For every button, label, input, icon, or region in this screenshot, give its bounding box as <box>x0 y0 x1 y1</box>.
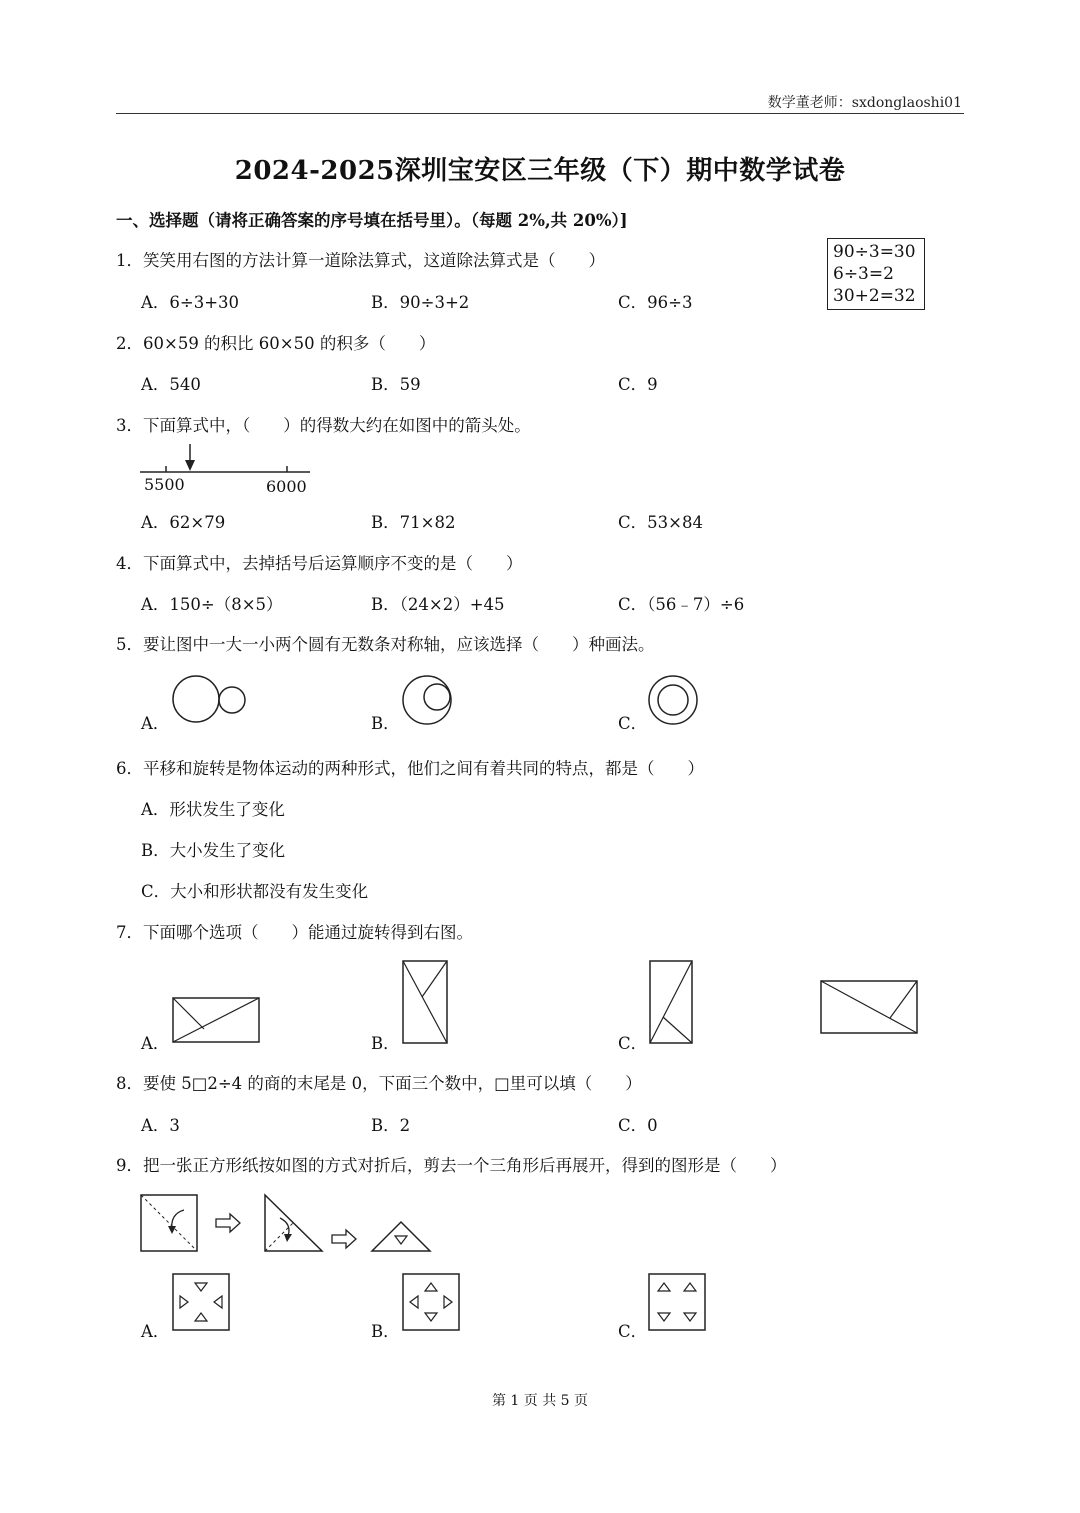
diagonal-line <box>650 961 692 1043</box>
question-3 <box>116 412 531 436</box>
q4-option-a: A．150÷（8×5） <box>141 595 283 614</box>
arrow-head <box>168 1226 176 1234</box>
q8-option-a: A．3 <box>141 1116 180 1135</box>
q7-figure-b-rectangle <box>402 960 450 1046</box>
q4-option-c: C．（56﹣7）÷6 <box>618 595 745 614</box>
triangle-up-icon <box>684 1283 696 1291</box>
big-circle <box>173 676 219 722</box>
q6-option-a: A．形状发生了变化 <box>141 800 285 819</box>
question-5 <box>116 631 655 655</box>
triangle-right-icon <box>180 1296 188 1308</box>
small-circle <box>424 684 450 710</box>
q3-option-b: B．71×82 <box>371 513 456 532</box>
q6-option-b: B．大小发生了变化 <box>141 841 286 860</box>
triangle-left-icon <box>410 1296 418 1308</box>
question-text: 下面算式中，（ ）的得数大约在如图中的箭头处。 <box>143 416 531 435</box>
square <box>649 1274 705 1330</box>
question-text: 下面哪个选项（ ）能通过旋转得到右图。 <box>143 923 473 942</box>
question-number: 6． <box>116 759 143 778</box>
page-title: 2024-2025深圳宝安区三年级（下）期中数学试卷 <box>234 156 846 186</box>
q9-option-c: C． <box>618 1322 648 1341</box>
question-number: 3． <box>116 416 143 435</box>
q2-option-c: C．9 <box>618 375 658 394</box>
triangle-down-icon <box>425 1313 437 1321</box>
question-number: 4． <box>116 554 143 573</box>
q4-option-b: B．（24×2）+45 <box>371 595 505 614</box>
q7-option-a: A． <box>141 1034 170 1053</box>
big-circle <box>403 676 451 724</box>
arrow-down-icon <box>185 460 195 471</box>
q9-figure-b-square <box>402 1273 462 1333</box>
page-footer: 第 1 页 共 5 页 <box>491 1393 589 1409</box>
small-circle <box>658 685 688 715</box>
q7-figure-a-rectangle <box>172 997 262 1045</box>
triangle-down-icon <box>684 1313 696 1321</box>
q9-folding-diagram <box>140 1194 440 1256</box>
right-arrow-icon <box>332 1230 356 1248</box>
arrow-head <box>284 1234 292 1242</box>
question-8 <box>116 1070 642 1094</box>
q5-figure-c-concentric-circles <box>648 675 702 729</box>
q5-option-b: B． <box>371 714 400 733</box>
header-divider <box>116 113 964 114</box>
diagonal-line <box>821 981 917 1033</box>
question-text: 要使 5□2÷4 的商的末尾是 0，下面三个数中，□里可以填（ ） <box>143 1074 642 1093</box>
question-6 <box>116 755 704 779</box>
q5-figure-b-circles <box>402 675 456 729</box>
diagonal-segment <box>890 981 917 1018</box>
q2-option-b: B．59 <box>371 375 421 394</box>
q3-option-a: A．62×79 <box>141 513 226 532</box>
triangle-up-icon <box>425 1283 437 1291</box>
triangle-down-icon <box>658 1313 670 1321</box>
q9-option-a: A． <box>141 1322 170 1341</box>
question-9 <box>116 1152 787 1176</box>
triangle-right-icon <box>444 1296 452 1308</box>
question-number: 1． <box>116 251 143 270</box>
fold-line <box>141 1195 197 1251</box>
q7-figure-c-rectangle <box>649 960 695 1046</box>
question-2 <box>116 330 435 354</box>
q8-option-b: B．2 <box>371 1116 411 1135</box>
question-text: 60×59 的积比 60×50 的积多（ ） <box>143 334 436 353</box>
number-line-label-6000: 6000 <box>266 477 307 496</box>
big-circle <box>649 676 697 724</box>
number-line-label-5500: 5500 <box>144 475 185 494</box>
q8-option-c: C．0 <box>618 1116 658 1135</box>
number-line-figure <box>138 442 318 478</box>
question-4 <box>116 550 523 574</box>
right-arrow-icon <box>216 1214 240 1232</box>
q7-target-figure <box>820 980 920 1036</box>
diagonal-line <box>173 998 259 1042</box>
question-text: 把一张正方形纸按如图的方式对折后，剪去一个三角形后再展开，得到的图形是（ ） <box>143 1156 787 1175</box>
calc-line: 30+2=32 <box>833 286 916 306</box>
small-circle <box>219 687 245 713</box>
question-number: 9． <box>116 1156 143 1175</box>
q7-option-b: B． <box>371 1034 400 1053</box>
q5-option-a: A． <box>141 714 170 733</box>
cut-triangle-icon <box>395 1236 407 1244</box>
q5-figure-a-circles <box>172 675 252 725</box>
q7-option-c: C． <box>618 1034 648 1053</box>
diagonal-segment <box>422 961 447 997</box>
question-number: 8． <box>116 1074 143 1093</box>
triangle-up-icon <box>195 1313 207 1321</box>
q2-option-a: A．540 <box>141 375 201 394</box>
q5-option-c: C． <box>618 714 648 733</box>
triangle-down-icon <box>195 1283 207 1291</box>
q1-option-a: A．6÷3+30 <box>141 293 240 312</box>
q9-figure-c-square <box>648 1273 708 1333</box>
q1-calculation-box <box>827 238 925 310</box>
triangle-up-icon <box>658 1283 670 1291</box>
question-text: 平移和旋转是物体运动的两种形式，他们之间有着共同的特点，都是（ ） <box>143 759 704 778</box>
question-text: 要让图中一大一小两个圆有无数条对称轴，应该选择（ ）种画法。 <box>143 635 655 654</box>
diagonal-segment <box>663 1017 692 1043</box>
q9-figure-a-square <box>172 1273 232 1333</box>
q3-option-c: C．53×84 <box>618 513 703 532</box>
q6-option-c: C．大小和形状都没有发生变化 <box>141 882 369 901</box>
fold-arrow-icon <box>280 1218 289 1236</box>
header-note: 数学董老师：sxdonglaoshi01 <box>767 95 962 111</box>
q9-option-b: B． <box>371 1322 400 1341</box>
question-number: 5． <box>116 635 143 654</box>
question-text: 笑笑用右图的方法计算一道除法算式，这道除法算式是（ ） <box>143 251 605 270</box>
folded-triangle <box>265 1195 322 1251</box>
q1-option-c: C．96÷3 <box>618 293 693 312</box>
section-heading: 一、选择题（请将正确答案的序号填在括号里）。（每题 2%,共 20%）] <box>116 211 628 230</box>
q1-option-b: B．90÷3+2 <box>371 293 470 312</box>
diagonal-line <box>403 961 447 1043</box>
diagonal-segment <box>173 998 204 1029</box>
question-text: 下面算式中，去掉括号后运算顺序不变的是（ ） <box>143 554 523 573</box>
question-1 <box>116 247 605 271</box>
question-7 <box>116 919 473 943</box>
question-number: 7． <box>116 923 143 942</box>
question-number: 2． <box>116 334 143 353</box>
calc-line: 90÷3=30 <box>833 242 916 262</box>
triangle-left-icon <box>214 1296 222 1308</box>
calc-line: 6÷3=2 <box>833 264 894 284</box>
